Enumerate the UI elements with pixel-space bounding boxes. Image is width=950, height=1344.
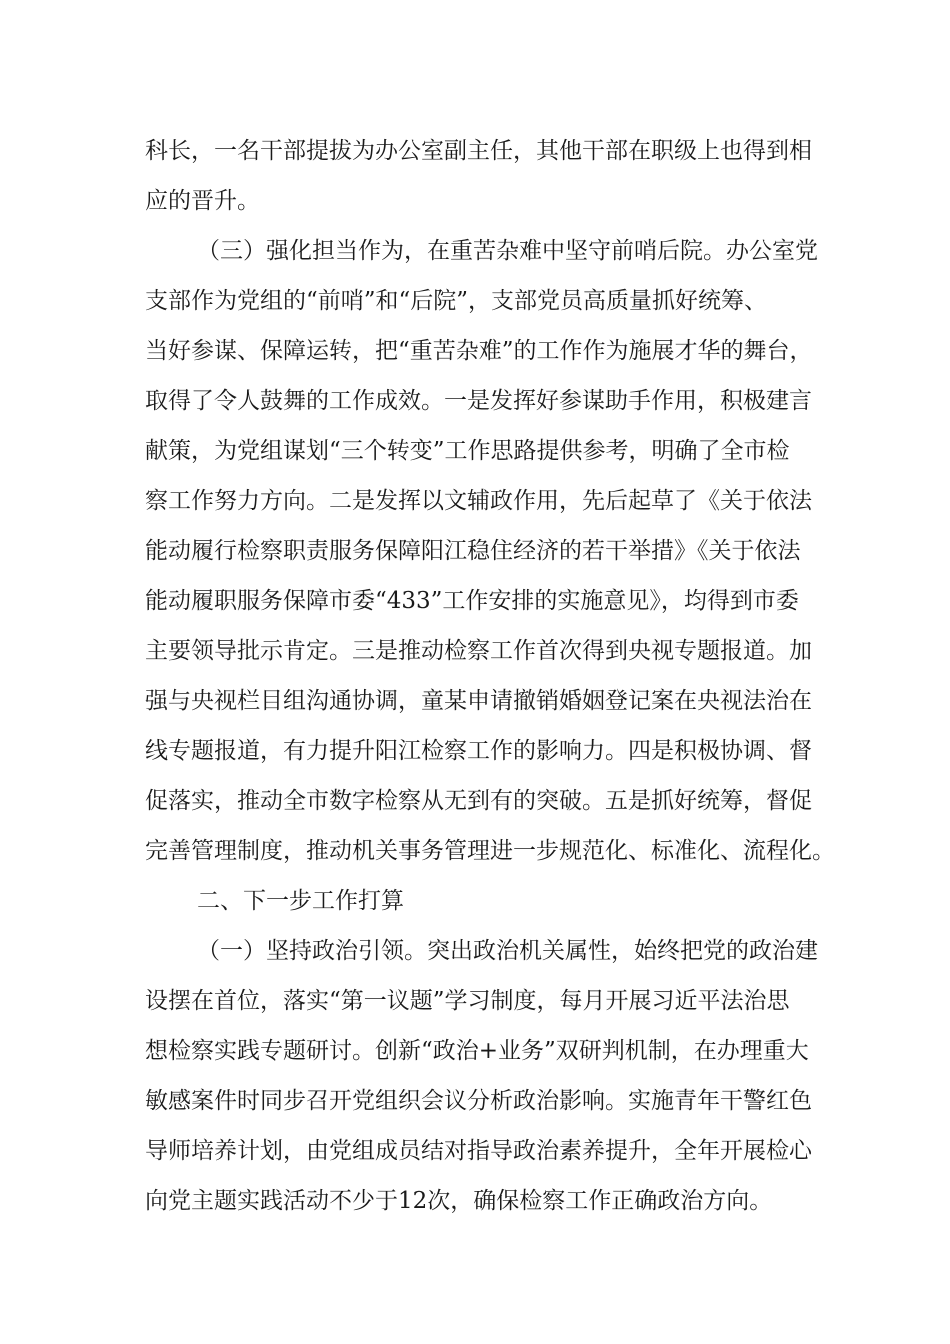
text-line: 敏感案件时同步召开党组织会议分析政治影响。实施青年干警红色 <box>145 1088 812 1114</box>
text-line: 科长，一名干部提拔为办公室副主任，其他干部在职级上也得到相 <box>145 138 812 164</box>
text-line: 献策，为党组谋划“三个转变”工作思路提供参考，明确了全市检 <box>145 438 790 464</box>
text-line: 能动履行检察职责服务保障阳江稳住经济的若干举措》《关于依法 <box>145 538 801 564</box>
text-line: 促落实，推动全市数字检察从无到有的突破。五是抓好统筹，督促 <box>145 788 812 814</box>
section-heading: 二、下一步工作打算 <box>197 888 404 914</box>
text-line: 强与央视栏目组沟通协调，童某申请撤销婚姻登记案在央视法治在 <box>145 688 812 714</box>
text-line: 当好参谋、保障运转，把“重苦杂难”的工作作为施展才华的舞台， <box>145 338 813 364</box>
text-line: 导师培养计划，由党组成员结对指导政治素养提升，全年开展检心 <box>145 1138 812 1164</box>
paragraph-heading-1: （一）坚持政治引领。突出政治机关属性，始终把党的政治建 <box>197 938 818 964</box>
text-line: 完善管理制度，推动机关事务管理进一步规范化、标准化、流程化。 <box>145 838 835 864</box>
text-line: 线专题报道，有力提升阳江检察工作的影响力。四是积极协调、督 <box>145 738 812 764</box>
text-line: 察工作努力方向。二是发挥以文辅政作用，先后起草了《关于依法 <box>145 488 812 514</box>
text-line: 取得了令人鼓舞的工作成效。一是发挥好参谋助手作用，积极建言 <box>145 388 812 414</box>
text-line: 支部作为党组的“前哨”和“后院”，支部党员高质量抓好统筹、 <box>145 288 768 314</box>
text-line: 设摆在首位，落实“第一议题”学习制度，每月开展习近平法治思 <box>145 988 790 1014</box>
text-line: 主要领导批示肯定。三是推动检察工作首次得到央视专题报道。加 <box>145 638 812 664</box>
text-line: 能动履职服务保障市委“433”工作安排的实施意见》，均得到市委 <box>145 588 799 614</box>
text-line: 向党主题实践活动不少于12次，确保检察工作正确政治方向。 <box>145 1188 773 1214</box>
text-line: 应的晋升。 <box>145 188 260 214</box>
paragraph-heading-3: （三）强化担当作为，在重苦杂难中坚守前哨后院。办公室党 <box>197 238 818 264</box>
text-line: 想检察实践专题研讨。创新“政治+业务”双研判机制，在办理重大 <box>145 1038 809 1064</box>
